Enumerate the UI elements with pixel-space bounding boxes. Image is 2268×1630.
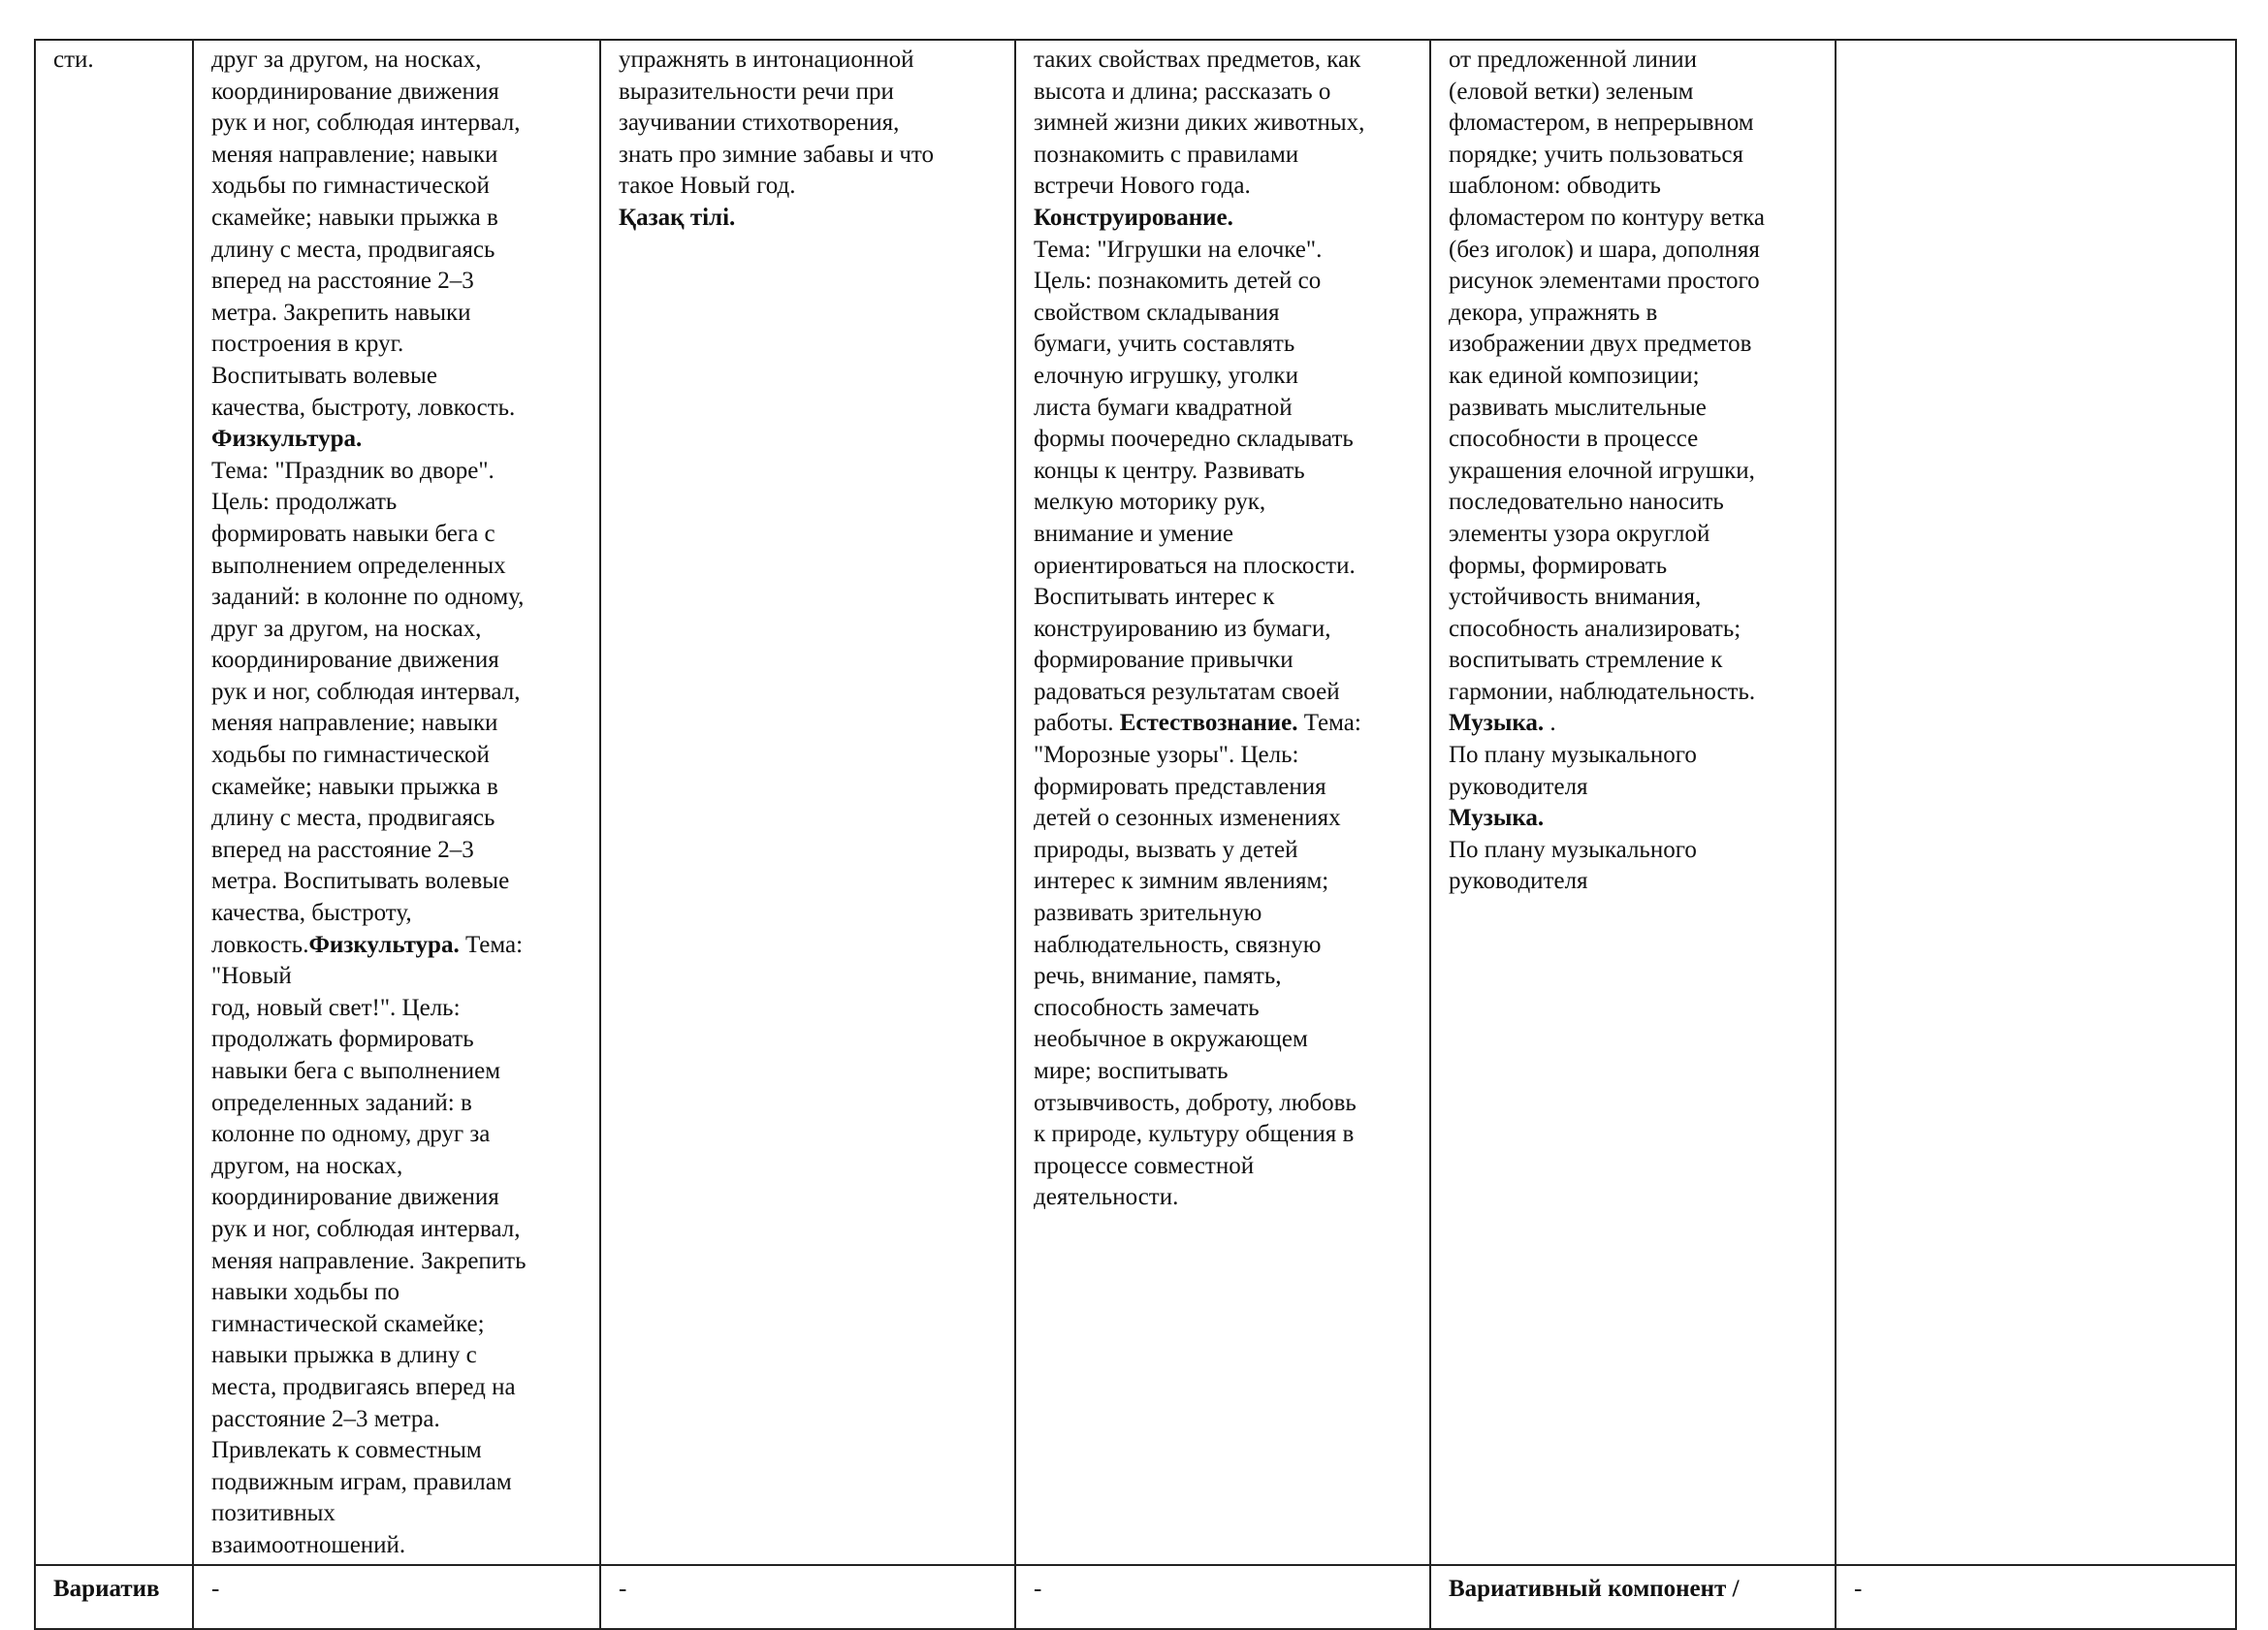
text-block bbox=[1034, 235, 1412, 1214]
text-block bbox=[1449, 740, 1817, 803]
var-col3-text: - bbox=[619, 1575, 627, 1602]
subject-heading: Физкультура. bbox=[308, 931, 460, 958]
cell-col5 bbox=[1430, 40, 1836, 1565]
main-row bbox=[35, 40, 2236, 1565]
cell-col1-text: сти. bbox=[53, 47, 94, 73]
text-block bbox=[1034, 203, 1412, 235]
cell-col2 bbox=[193, 40, 600, 1565]
var-col3 bbox=[600, 1565, 1015, 1629]
cell-col1 bbox=[35, 40, 193, 1565]
cell-col4 bbox=[1015, 40, 1430, 1565]
var-col5-text: Вариативный компонент / bbox=[1449, 1575, 1740, 1602]
text-run: таких свойствах предметов, как высота и длина; рассказать о зимней жизни диких животных, познакомить с правилами встречи Нового года. bbox=[1034, 47, 1365, 200]
text-run: друг за другом, на носках, координирование движения рук и ног, соблюдая интервал, меняя направление; навыки ходьбы по гимнастической скамейке; навыки прыжка в длину с места, продвигаясь вперед на расстояние 2–3 метра. Закрепить навыки построения в круг. Воспитывать волевые качества, быстроту, ловкость. bbox=[211, 47, 521, 421]
text-run: от предложенной линии (еловой ветки) зеленым фломастером, в непрерывном порядке; учить пользоваться шаблоном: обводить фломастером по контуру ветка (без иголок) и шара, дополняя рисунок элементами простого декора, упражнять в изображении двух предметов как единой композиции; развивать мыслительные способности в процессе украшения елочной игрушки, последовательно наносить элементы узора округлой формы, формировать устойчивость внимания, способность анализировать; воспитывать стремление к гармонии, наблюдательность. bbox=[1449, 47, 1765, 705]
text-block bbox=[1449, 835, 1817, 898]
text-run: По плану музыкального руководителя bbox=[1449, 742, 1697, 800]
var-col2 bbox=[193, 1565, 600, 1629]
var-col6-text: - bbox=[1854, 1575, 1863, 1602]
text-run: Тема: "Новый год, новый свет!". Цель: продолжать формировать навыки бега с выполнением определенных заданий: в колонне по одному, друг за другом, на носках, координирование движения рук и ног, соблюдая интервал, меняя направление. Закрепить навыки ходьбы по гимнастической скамейке; навыки прыжка в длину с места, продвигаясь вперед на расстояние 2–3 метра. Привлекать к совместным подвижным играм, правилам позитивных взаимоотношений. bbox=[211, 931, 527, 1558]
text-block bbox=[619, 45, 997, 203]
text-run: По плану музыкального руководителя bbox=[1449, 836, 1697, 895]
text-block bbox=[619, 203, 997, 235]
text-block bbox=[1449, 708, 1817, 740]
text-run: . bbox=[1544, 710, 1556, 737]
var-col1 bbox=[35, 1565, 193, 1629]
text-block bbox=[1449, 803, 1817, 835]
var-col6 bbox=[1836, 1565, 2236, 1629]
variative-row bbox=[35, 1565, 2236, 1629]
subject-heading: Естествознание. bbox=[1119, 710, 1298, 737]
var-col2-text: - bbox=[211, 1575, 220, 1602]
text-block bbox=[1034, 45, 1412, 203]
text-run: Тема: "Морозные узоры". Цель: формировать представления детей о сезонных изменениях природы, вызвать у детей интерес к зимним явлениям; развивать зрительную наблюдательность, связную речь, внимание, память, способность замечать необычное в окружающем мире; воспитывать отзывчивость, доброту, любовь к природе, культуру общения в процессе совместной деятельности. bbox=[1034, 710, 1361, 1211]
subject-heading: Қазақ тілі. bbox=[619, 204, 736, 231]
text-block bbox=[211, 424, 582, 456]
var-col1-text: Вариатив bbox=[53, 1575, 160, 1602]
text-block bbox=[211, 45, 582, 424]
subject-heading: Физкультура. bbox=[211, 426, 363, 453]
var-col4 bbox=[1015, 1565, 1430, 1629]
var-col5 bbox=[1430, 1565, 1836, 1629]
text-run: Тема: "Игрушки на елочке". Цель: познакомить детей со свойством складывания бумаги, учить составлять елочную игрушку, уголки листа бумаги квадратной формы поочередно складывать концы к центру. Развивать мелкую моторику рук, внимание и умение ориентироваться на плоскости. Воспитывать интерес к конструированию из бумаги, формирование привычки радоваться результатам своей работы. bbox=[1034, 236, 1356, 737]
var-col4-text: - bbox=[1034, 1575, 1042, 1602]
plan-table bbox=[34, 39, 2237, 1630]
cell-col6 bbox=[1836, 40, 2236, 1565]
cell-col3 bbox=[600, 40, 1015, 1565]
text-block bbox=[1449, 45, 1817, 708]
text-run: упражнять в интонационной выразительности речи при заучивании стихотворения, знать про зимние забавы и что такое Новый год. bbox=[619, 47, 935, 200]
text-block bbox=[211, 456, 582, 1562]
text-run: Тема: "Праздник во дворе". Цель: продолжать формировать навыки бега с выполнением определенных заданий: в колонне по одному, друг за другом, на носках, координирование движения рук и ног, соблюдая интервал, меняя направление; навыки ходьбы по гимнастической скамейке; навыки прыжка в длину с места, продвигаясь вперед на расстояние 2–3 метра. Воспитывать волевые качества, быстроту, ловкость. bbox=[211, 457, 525, 958]
subject-heading: Музыка. bbox=[1449, 710, 1545, 737]
subject-heading: Конструирование. bbox=[1034, 204, 1233, 231]
subject-heading: Музыка. bbox=[1449, 805, 1545, 832]
